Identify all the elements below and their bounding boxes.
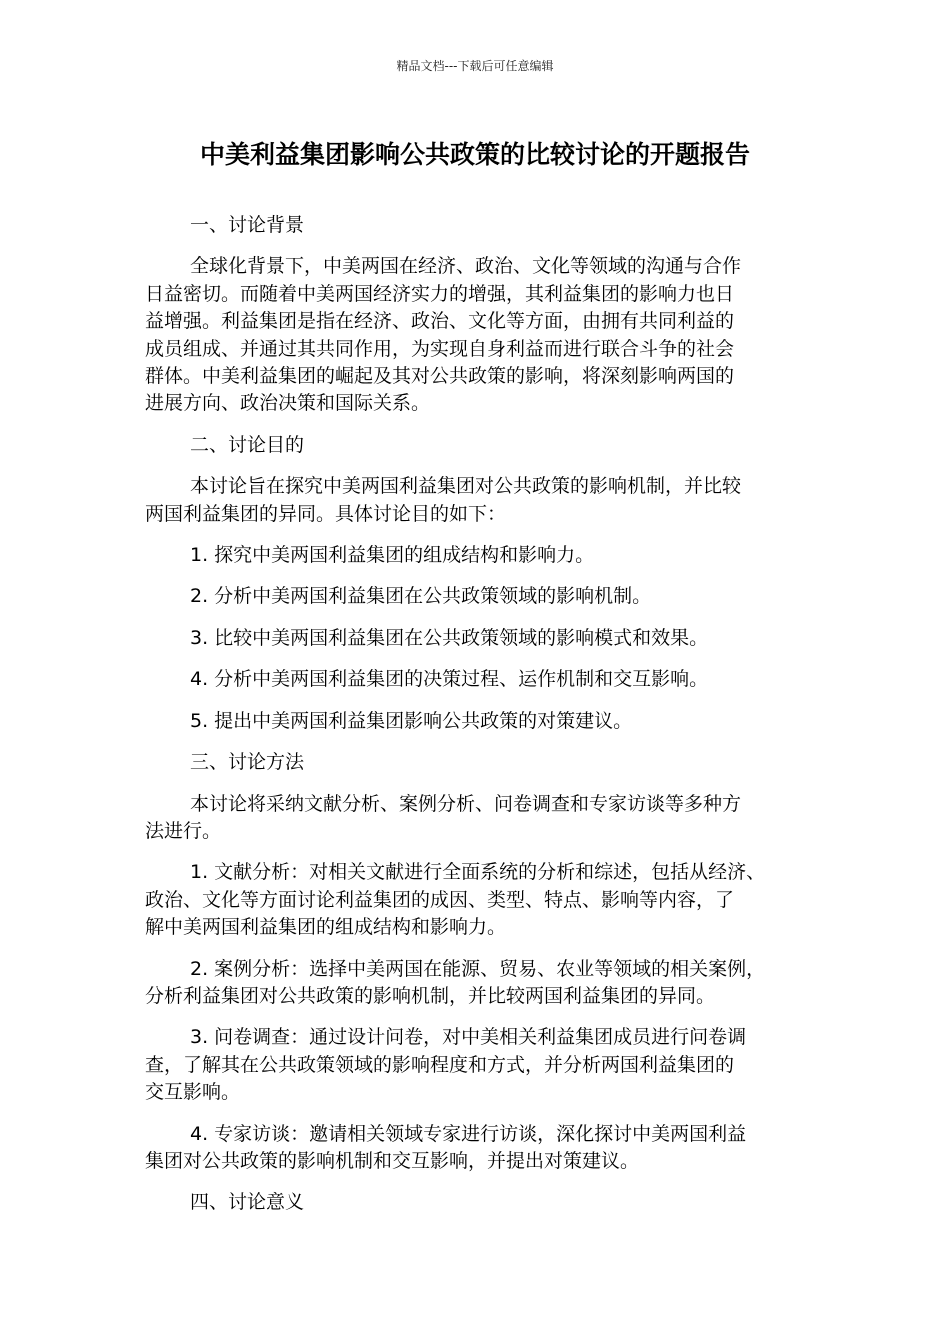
method-item-4: 4. 专家访谈：邀请相关领域专家进行访谈，深化探讨中美两国利益 集团对公共政策的影响机制和交互影响，并提出对策建议。	[145, 1122, 747, 1172]
method-item-2: 2. 案例分析：选择中美两国在能源、贸易、农业等领域的相关案例， 分析利益集团对公共政策的影响机制，并比较两国利益集团的异同。	[145, 957, 766, 1007]
section-heading-method: 三、讨论方法	[190, 751, 305, 774]
purpose-item-4: 4. 分析中美两国利益集团的决策过程、运作机制和交互影响。	[190, 668, 709, 691]
purpose-item-3: 3. 比较中美两国利益集团在公共政策领域的影响模式和效果。	[190, 626, 709, 649]
document-body	[145, 212, 810, 1231]
purpose-item-2: 2. 分析中美两国利益集团在公共政策领域的影响机制。	[190, 585, 652, 608]
section-heading-purpose: 二、讨论目的	[190, 433, 305, 456]
document-title: 中美利益集团影响公共政策的比较讨论的开题报告	[199, 140, 750, 169]
paragraph-background: 全球化背景下，中美两国在经济、政治、文化等领域的沟通与合作 日益密切。而随着中美两国经济实力的增强，其利益集团的影响力也日 益增强。利益集团是指在经济、政治、文化等方面，由拥有共同利益的 成员组成、并通过其共同作用，为实现自身利益而进行联合斗争的社会 群体。中美利益集团的崛起及其对公共政策的影响，将深刻影响两国的 进展方向、政治决策和国际关系。	[145, 255, 742, 415]
method-item-1: 1. 文献分析：对相关文献进行全面系统的分析和综述，包括从经济、 政治、文化等方面讨论利益集团的成因、类型、特点、影响等内容，了 解中美两国利益集团的组成结构和影响力。	[145, 861, 766, 939]
purpose-item-1: 1. 探究中美两国利益集团的组成结构和影响力。	[190, 544, 595, 567]
purpose-item-5: 5. 提出中美两国利益集团影响公共政策的对策建议。	[190, 709, 633, 732]
paragraph-purpose: 本讨论旨在探究中美两国利益集团对公共政策的影响机制，并比较 两国利益集团的异同。具体讨论目的如下：	[145, 475, 742, 525]
page-header-note: 精品文档---下载后可任意编辑	[396, 59, 554, 73]
method-item-3: 3. 问卷调查：通过设计问卷，对中美相关利益集团成员进行问卷调 查，了解其在公共政策领域的影响程度和方式，并分析两国利益集团的 交互影响。	[145, 1026, 747, 1104]
section-heading-significance: 四、讨论意义	[190, 1191, 305, 1214]
paragraph-method: 本讨论将采纳文献分析、案例分析、问卷调查和专家访谈等多种方 法进行。	[145, 792, 742, 842]
section-heading-background: 一、讨论背景	[190, 214, 305, 236]
